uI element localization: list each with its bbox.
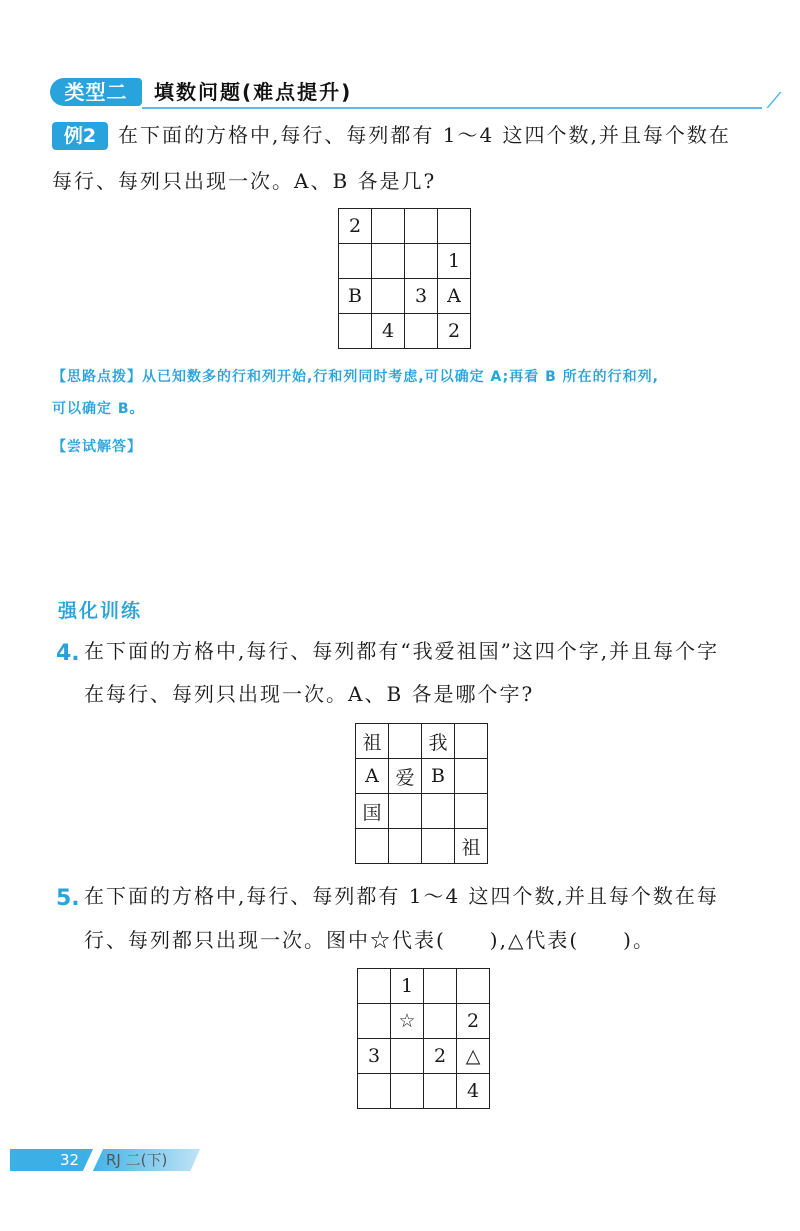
hint-line1: 【思路点拨】从已知数多的行和列开始,行和列同时考虑,可以确定 A;再看 B 所在的行和列, xyxy=(52,369,659,385)
grid-cell: 2 xyxy=(457,1004,490,1039)
grid-cell: 2 xyxy=(438,314,471,349)
example-text-line1: 在下面的方格中,每行、每列都有 1～4 这四个数,并且每个数在 xyxy=(118,123,731,147)
grid-cell: 爱 xyxy=(389,759,422,794)
grid-cell xyxy=(389,724,422,759)
example-text-line2: 每行、每列只出现一次。A、B 各是几? xyxy=(52,169,437,193)
grid-cell xyxy=(358,1004,391,1039)
grid-cell: A xyxy=(438,279,471,314)
header-underline-hook xyxy=(748,92,781,108)
grid-row xyxy=(358,1074,490,1109)
grid-row xyxy=(339,209,471,244)
header-underline xyxy=(142,107,762,109)
grid-cell: 3 xyxy=(358,1039,391,1074)
grid-row xyxy=(356,724,488,759)
question-5-grid xyxy=(357,968,490,1109)
grid-row xyxy=(339,244,471,279)
grid-cell: 国 xyxy=(356,794,389,829)
grid-cell xyxy=(424,1074,457,1109)
page-number: 32 xyxy=(60,1151,80,1169)
type-title: 填数问题(难点提升) xyxy=(154,80,353,104)
grid-row xyxy=(358,1004,490,1039)
grid-row xyxy=(358,1039,490,1074)
grid-cell: 我 xyxy=(422,724,455,759)
question-4-number: 4. xyxy=(56,641,80,666)
footer-bar xyxy=(10,1149,200,1171)
section-header xyxy=(50,76,730,110)
grid-cell xyxy=(455,724,488,759)
grid-cell: 4 xyxy=(372,314,405,349)
grid-cell xyxy=(455,759,488,794)
grid-cell xyxy=(389,829,422,864)
grid-cell xyxy=(391,1039,424,1074)
grid-cell xyxy=(372,279,405,314)
grid-cell xyxy=(358,1074,391,1109)
grid-row xyxy=(356,759,488,794)
question-5-number: 5. xyxy=(56,886,80,911)
grid-cell: 2 xyxy=(424,1039,457,1074)
grid-cell xyxy=(438,209,471,244)
grid-row xyxy=(356,829,488,864)
question-4-line1: 在下面的方格中,每行、每列都有“我爱祖国”这四个字,并且每个字 xyxy=(84,639,720,663)
type-badge: 类型二 xyxy=(50,78,142,106)
grid-cell xyxy=(424,1004,457,1039)
grid-row xyxy=(358,969,490,1004)
grid-cell: 祖 xyxy=(455,829,488,864)
answer-label: 【尝试解答】 xyxy=(52,439,142,455)
grid-cell xyxy=(405,244,438,279)
grid-cell xyxy=(389,794,422,829)
grid-cell xyxy=(405,209,438,244)
grid-cell: 4 xyxy=(457,1074,490,1109)
grid-row xyxy=(339,314,471,349)
grid-cell xyxy=(455,794,488,829)
grid-cell xyxy=(358,969,391,1004)
grid-cell xyxy=(422,794,455,829)
grade-label: RJ 二(下) xyxy=(106,1151,168,1169)
grid-cell xyxy=(339,314,372,349)
question-5-line1: 在下面的方格中,每行、每列都有 1～4 这四个数,并且每个数在每 xyxy=(84,884,719,908)
hint-line2: 可以确定 B。 xyxy=(52,401,145,417)
grid-cell: B xyxy=(339,279,372,314)
grid-cell: △ xyxy=(457,1039,490,1074)
grid-cell: 1 xyxy=(438,244,471,279)
grid-cell xyxy=(339,244,372,279)
grid-cell xyxy=(372,209,405,244)
grid-cell xyxy=(405,314,438,349)
grid-cell: ☆ xyxy=(391,1004,424,1039)
question-4-grid xyxy=(355,723,488,864)
example-grid xyxy=(338,208,471,349)
grid-row xyxy=(339,279,471,314)
grid-cell: A xyxy=(356,759,389,794)
grid-cell xyxy=(424,969,457,1004)
question-5-line2: 行、每列都只出现一次。图中☆代表( ),△代表( )。 xyxy=(84,928,655,952)
grid-cell xyxy=(391,1074,424,1109)
grid-cell: 1 xyxy=(391,969,424,1004)
grid-cell: 2 xyxy=(339,209,372,244)
grid-row xyxy=(356,794,488,829)
grid-cell: B xyxy=(422,759,455,794)
section-title: 强化训练 xyxy=(58,600,143,622)
grid-cell: 3 xyxy=(405,279,438,314)
grid-cell xyxy=(422,829,455,864)
grid-cell xyxy=(356,829,389,864)
example-badge: 例2 xyxy=(52,122,108,150)
grid-cell xyxy=(372,244,405,279)
grid-cell xyxy=(457,969,490,1004)
grid-cell: 祖 xyxy=(356,724,389,759)
question-4-line2: 在每行、每列只出现一次。A、B 各是哪个字? xyxy=(84,682,535,706)
